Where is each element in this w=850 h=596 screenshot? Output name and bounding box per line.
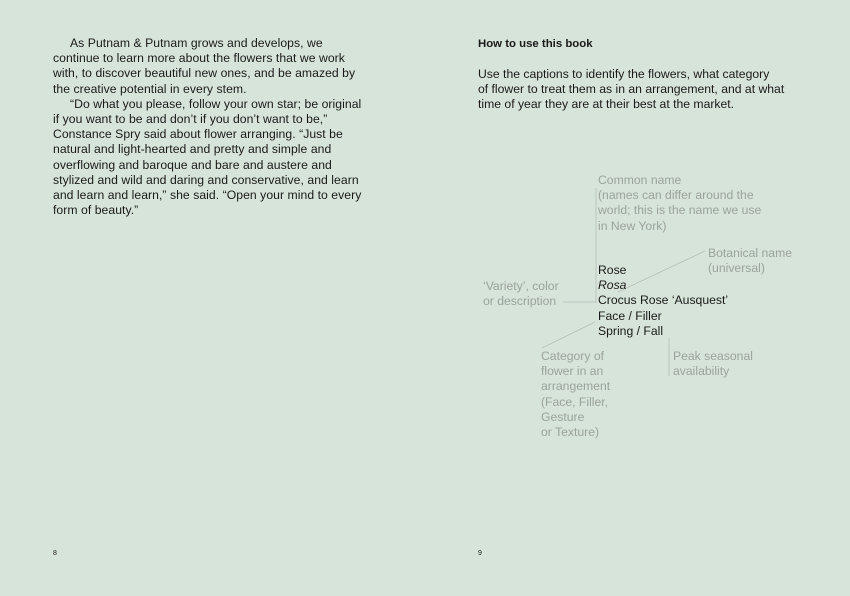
page-number-left: 8 <box>53 550 57 557</box>
right-page <box>425 0 850 596</box>
caption-variety: Crocus Rose ‘Ausquest’ <box>598 293 729 308</box>
note-botanical-name: Botanical name (universal) <box>708 246 793 276</box>
caption-botanical-name: Rosa <box>598 278 627 293</box>
intro-line: Use the captions to identify the flowers, what category <box>478 67 770 81</box>
leader-line-category <box>542 322 595 348</box>
intro-line: of flower to treat them as in an arrangement, and at what <box>478 82 785 97</box>
paragraph-1: As Putnam & Putnam grows and develops, we continue to learn more about the flowers that we work with, to discover beautiful new ones, and be amazed by the creative potential in every stem. <box>53 36 356 96</box>
section-heading: How to use this book <box>478 38 593 50</box>
intro-line: time of year they are at their best at the market. <box>478 97 735 112</box>
note-common-name: Common name (names can differ around the world; this is the name we use in New York) <box>598 173 762 233</box>
page-number-right: 9 <box>478 550 482 557</box>
body-text <box>53 36 363 218</box>
note-category: Category of flower in an arrangement (Face, Filler, Gesture or Texture) <box>541 349 611 440</box>
paragraph-2: “Do what you please, follow your own star; be original if you want to be and don’t if you don’t want to be,” Constance Spry said about flower arranging. “Just be natural and light-hearted and pretty and simple and overflowing and baroque and bare and austere and stylized and wild and daring and conservative, and learn and learn and learn,” she said. “Open your mind to every form of beauty.” <box>53 96 362 218</box>
caption-category: Face / Filler <box>598 308 662 323</box>
caption-common-name: Rose <box>598 263 627 277</box>
note-seasonal: Peak seasonal availability <box>673 349 753 379</box>
caption-season: Spring / Fall <box>598 323 664 338</box>
sample-caption <box>598 263 728 339</box>
note-variety: ‘Variety’, color or description <box>483 279 559 309</box>
caption-diagram <box>425 0 850 596</box>
